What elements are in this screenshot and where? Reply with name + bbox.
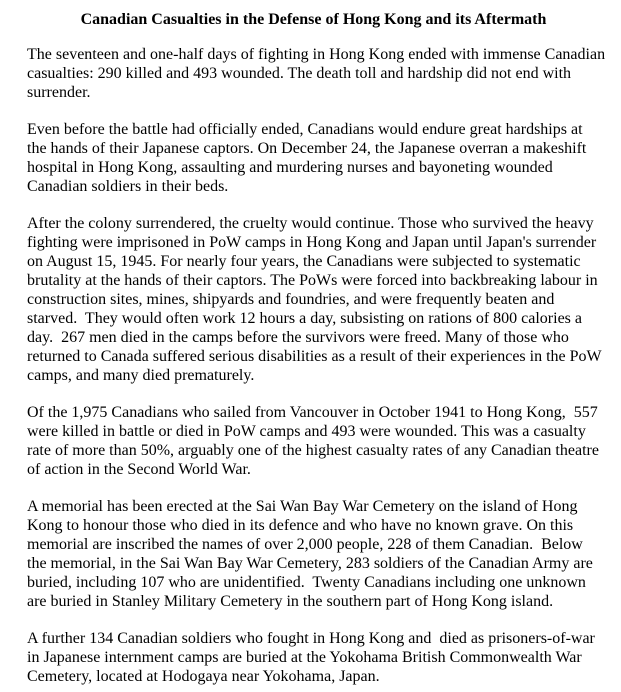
paragraph-casualty-rate: Of the 1,975 Canadians who sailed from Vancouver in October 1941 to Hong Kong, 557 were killed in battle or died in PoW camps and 493 were wounded. This was a casualty rate of more than 50%, arguably one of the highest casualty rates of any Canadian theatre of action in the Second World War.	[27, 404, 603, 478]
paragraph-yokohama-cemetery: A further 134 Canadian soldiers who fought in Hong Kong and died as prisoners-of-war in Japanese internment camps are buried at the Yokohama British Commonwealth War Cemetery, located at Hodogaya near Yokohama, Japan.	[27, 630, 599, 685]
paragraph-pow-camps: After the colony surrendered, the cruelty would continue. Those who survived the heavy fighting were imprisoned in PoW camps in Hong Kong and Japan until Japan's surrender on August 15, 1945. For nearly four years, the Canadians were subjected to systematic brutality at the hands of their captors. The PoWs were forced into backbreaking labour in construction sites, mines, shipyards and foundries, and were frequently beaten and starved. They would often work 12 hours a day, subsisting on rations of 800 calories a day. 267 men died in the camps before the survivors were freed. Many of those who returned to Canada suffered serious disabilities as a result of their experiences in the PoW camps, and many died prematurely.	[27, 215, 606, 384]
paragraph-sai-wan-memorial: A memorial has been erected at the Sai Wan Bay War Cemetery on the island of Hong Kong to honour those who died in its defence and who have no known grave. On this memorial are inscribed the names of over 2,000 people, 228 of them Canadian. Below the memorial, in the Sai Wan Bay War Cemetery, 283 soldiers of the Canadian Army are buried, including 107 who are unidentified. Twenty Canadians including one unknown are buried in Stanley Military Cemetery in the southern part of Hong Kong island.	[27, 498, 597, 610]
page-title: Canadian Casualties in the Defense of Hong Kong and its Aftermath	[80, 11, 547, 28]
paragraph-hospital-attack: Even before the battle had officially ended, Canadians would endure great hardships at the hands of their Japanese captors. On December 24, the Japanese overran a makeshift hospital in Hong Kong, assaulting and murdering nurses and bayoneting wounded Canadian soldiers in their beds.	[27, 121, 591, 195]
paragraph-casualties-summary: The seventeen and one-half days of fighting in Hong Kong ended with immense Canadian casualties: 290 killed and 493 wounded. The death toll and hardship did not end with surrender.	[27, 46, 610, 101]
